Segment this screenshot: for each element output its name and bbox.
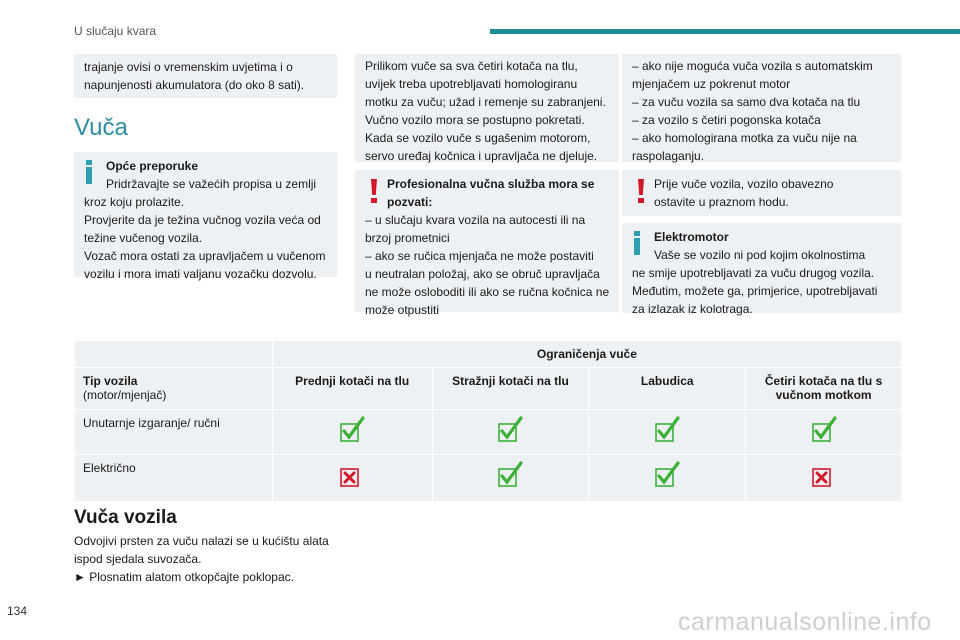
tow-service-cases-box bbox=[622, 54, 901, 162]
col-header-four-wheels bbox=[746, 368, 902, 410]
text-line: mjenjačem uz pokrenut motor bbox=[632, 77, 791, 91]
row-label: Električno bbox=[75, 455, 273, 502]
continuation-note bbox=[74, 54, 337, 98]
info-box-electric-motor bbox=[622, 223, 901, 316]
mark-cell bbox=[272, 455, 432, 502]
header-line: Četiri kotača na tlu s bbox=[764, 374, 883, 388]
info-box-title: Opće preporuke bbox=[106, 159, 199, 173]
text-line: motku za vuču; užad i remenje su zabranjeni. bbox=[365, 95, 606, 109]
text-line: uvijek treba upotrebljavati homologiranu bbox=[365, 77, 578, 91]
text-line: – u slučaju kvara vozila na autocesti ili na bbox=[365, 213, 586, 227]
mark-cell bbox=[746, 455, 902, 502]
text-line: za izlazak iz kolotraga. bbox=[632, 302, 753, 316]
col-header-rear: Stražnji kotači na tlu bbox=[432, 368, 589, 410]
section-heading-vuca: Vuča bbox=[74, 114, 128, 141]
watermark-text: carmanualsonline.info bbox=[678, 608, 932, 636]
text-line: Prilikom vuče sa sva četiri kotača na tlu, bbox=[365, 59, 578, 73]
warning-icon bbox=[371, 179, 377, 203]
table-corner-cell bbox=[75, 341, 273, 368]
text-line: Vozač mora ostati za upravljačem u vučenom bbox=[84, 249, 326, 263]
check-icon bbox=[338, 416, 366, 444]
check-icon bbox=[653, 416, 681, 444]
text-line: – za vozilo s četiri pogonska kotača bbox=[632, 113, 821, 127]
text-line: – ako nije moguća vuča vozila s automatskim bbox=[632, 59, 873, 73]
check-icon bbox=[496, 416, 524, 444]
text-line: ► Plosnatim alatom otkopčajte poklopac. bbox=[74, 570, 294, 584]
text-line: u neutralan položaj, ako se obruč upravljača bbox=[365, 267, 600, 281]
text-line: – ako se ručica mjenjača ne može postaviti bbox=[365, 249, 594, 263]
check-icon bbox=[810, 416, 838, 444]
warning-box-neutral bbox=[622, 170, 901, 216]
table-type-header bbox=[75, 368, 273, 410]
text-line: ostavite u praznom hodu. bbox=[654, 195, 789, 209]
table-row bbox=[75, 455, 902, 502]
cross-icon bbox=[338, 461, 366, 489]
table-row bbox=[75, 410, 902, 455]
warning-title-line: Profesionalna vučna služba mora se bbox=[387, 177, 595, 191]
text-line: ne smije upotrebljavati za vuču drugog vozila. bbox=[632, 266, 875, 280]
table-group-header: Ograničenja vuče bbox=[272, 341, 901, 368]
check-stroke bbox=[502, 463, 521, 482]
section-heading-vuca-vozila: Vuča vozila bbox=[74, 507, 177, 528]
check-stroke bbox=[659, 418, 678, 437]
check-stroke bbox=[659, 463, 678, 482]
check-stroke bbox=[502, 418, 521, 437]
text-line: težine vučenog vozila. bbox=[84, 231, 203, 245]
check-icon bbox=[496, 461, 524, 489]
text-line: Provjerite da je težina vučnog vozila veća od bbox=[84, 213, 321, 227]
text-line: kroz koju prolazite. bbox=[84, 195, 185, 209]
text-line: raspolaganju. bbox=[632, 149, 705, 163]
text-line: ne može osloboditi ili ako se ručna kočnica ne bbox=[365, 285, 610, 299]
page-header-title: U slučaju kvara bbox=[74, 24, 157, 38]
text-line: trajanje ovisi o vremenskim uvjetima i o bbox=[84, 60, 293, 74]
info-icon bbox=[86, 160, 92, 184]
section-body bbox=[74, 532, 329, 586]
mark-cell bbox=[432, 410, 589, 455]
cross-stroke bbox=[345, 473, 354, 482]
text-line: – za vuču vozila sa samo dva kotača na tlu bbox=[632, 95, 861, 109]
page-number: 134 bbox=[7, 604, 28, 618]
text-line: Kada se vozilo vuče s ugašenim motorom, bbox=[365, 131, 591, 145]
text-line: Vučno vozilo mora se postupno pokretati. bbox=[365, 113, 585, 127]
check-icon bbox=[653, 461, 681, 489]
mark-cell bbox=[589, 410, 746, 455]
text-line: brzoj prometnici bbox=[365, 231, 450, 245]
text-line: – ako homologirana motka za vuču nije na bbox=[632, 131, 857, 145]
type-header-label: Tip vozila bbox=[83, 374, 138, 388]
warning-title-line: pozvati: bbox=[387, 195, 433, 209]
type-header-sub: (motor/mjenjač) bbox=[83, 388, 167, 402]
row-label: Unutarnje izgaranje/ ručni bbox=[75, 410, 273, 455]
towing-rules-box bbox=[355, 54, 619, 162]
cross-icon bbox=[810, 461, 838, 489]
text-line: Pridržavajte se važećih propisa u zemlji bbox=[106, 177, 317, 191]
col-header-front: Prednji kotači na tlu bbox=[272, 368, 432, 410]
text-line: Međutim, možete ga, primjerice, upotrebljavati bbox=[632, 284, 878, 298]
info-box-title: Elektromotor bbox=[654, 230, 729, 244]
info-box-general bbox=[74, 152, 337, 281]
text-line: napunjenosti akumulatora (do oko 8 sati). bbox=[84, 78, 305, 92]
text-line: može otpustiti bbox=[365, 303, 440, 317]
mark-cell bbox=[589, 455, 746, 502]
warning-icon bbox=[638, 179, 644, 203]
header-line: vučnom motkom bbox=[775, 388, 872, 402]
info-icon bbox=[634, 231, 640, 255]
warning-box-professional bbox=[355, 170, 619, 317]
towing-restrictions-table bbox=[74, 340, 902, 502]
check-stroke bbox=[816, 418, 835, 437]
text-line: Prije vuče vozila, vozilo obavezno bbox=[654, 177, 834, 191]
text-line: Vaše se vozilo ni pod kojim okolnostima bbox=[654, 248, 866, 262]
mark-cell bbox=[272, 410, 432, 455]
cross-stroke bbox=[817, 473, 826, 482]
mark-cell bbox=[746, 410, 902, 455]
check-stroke bbox=[344, 418, 363, 437]
mark-cell bbox=[432, 455, 589, 502]
col-header-flatbed: Labudica bbox=[589, 368, 746, 410]
text-line: vozilu i mora imati valjanu vozačku dozvolu. bbox=[84, 267, 317, 281]
header-accent-bar bbox=[490, 29, 960, 34]
text-line: servo uređaj kočnica i upravljača ne djeluje. bbox=[365, 149, 598, 163]
text-line: Odvojivi prsten za vuču nalazi se u kućištu alata bbox=[74, 534, 329, 548]
text-line: ispod sjedala suvozača. bbox=[74, 552, 202, 566]
